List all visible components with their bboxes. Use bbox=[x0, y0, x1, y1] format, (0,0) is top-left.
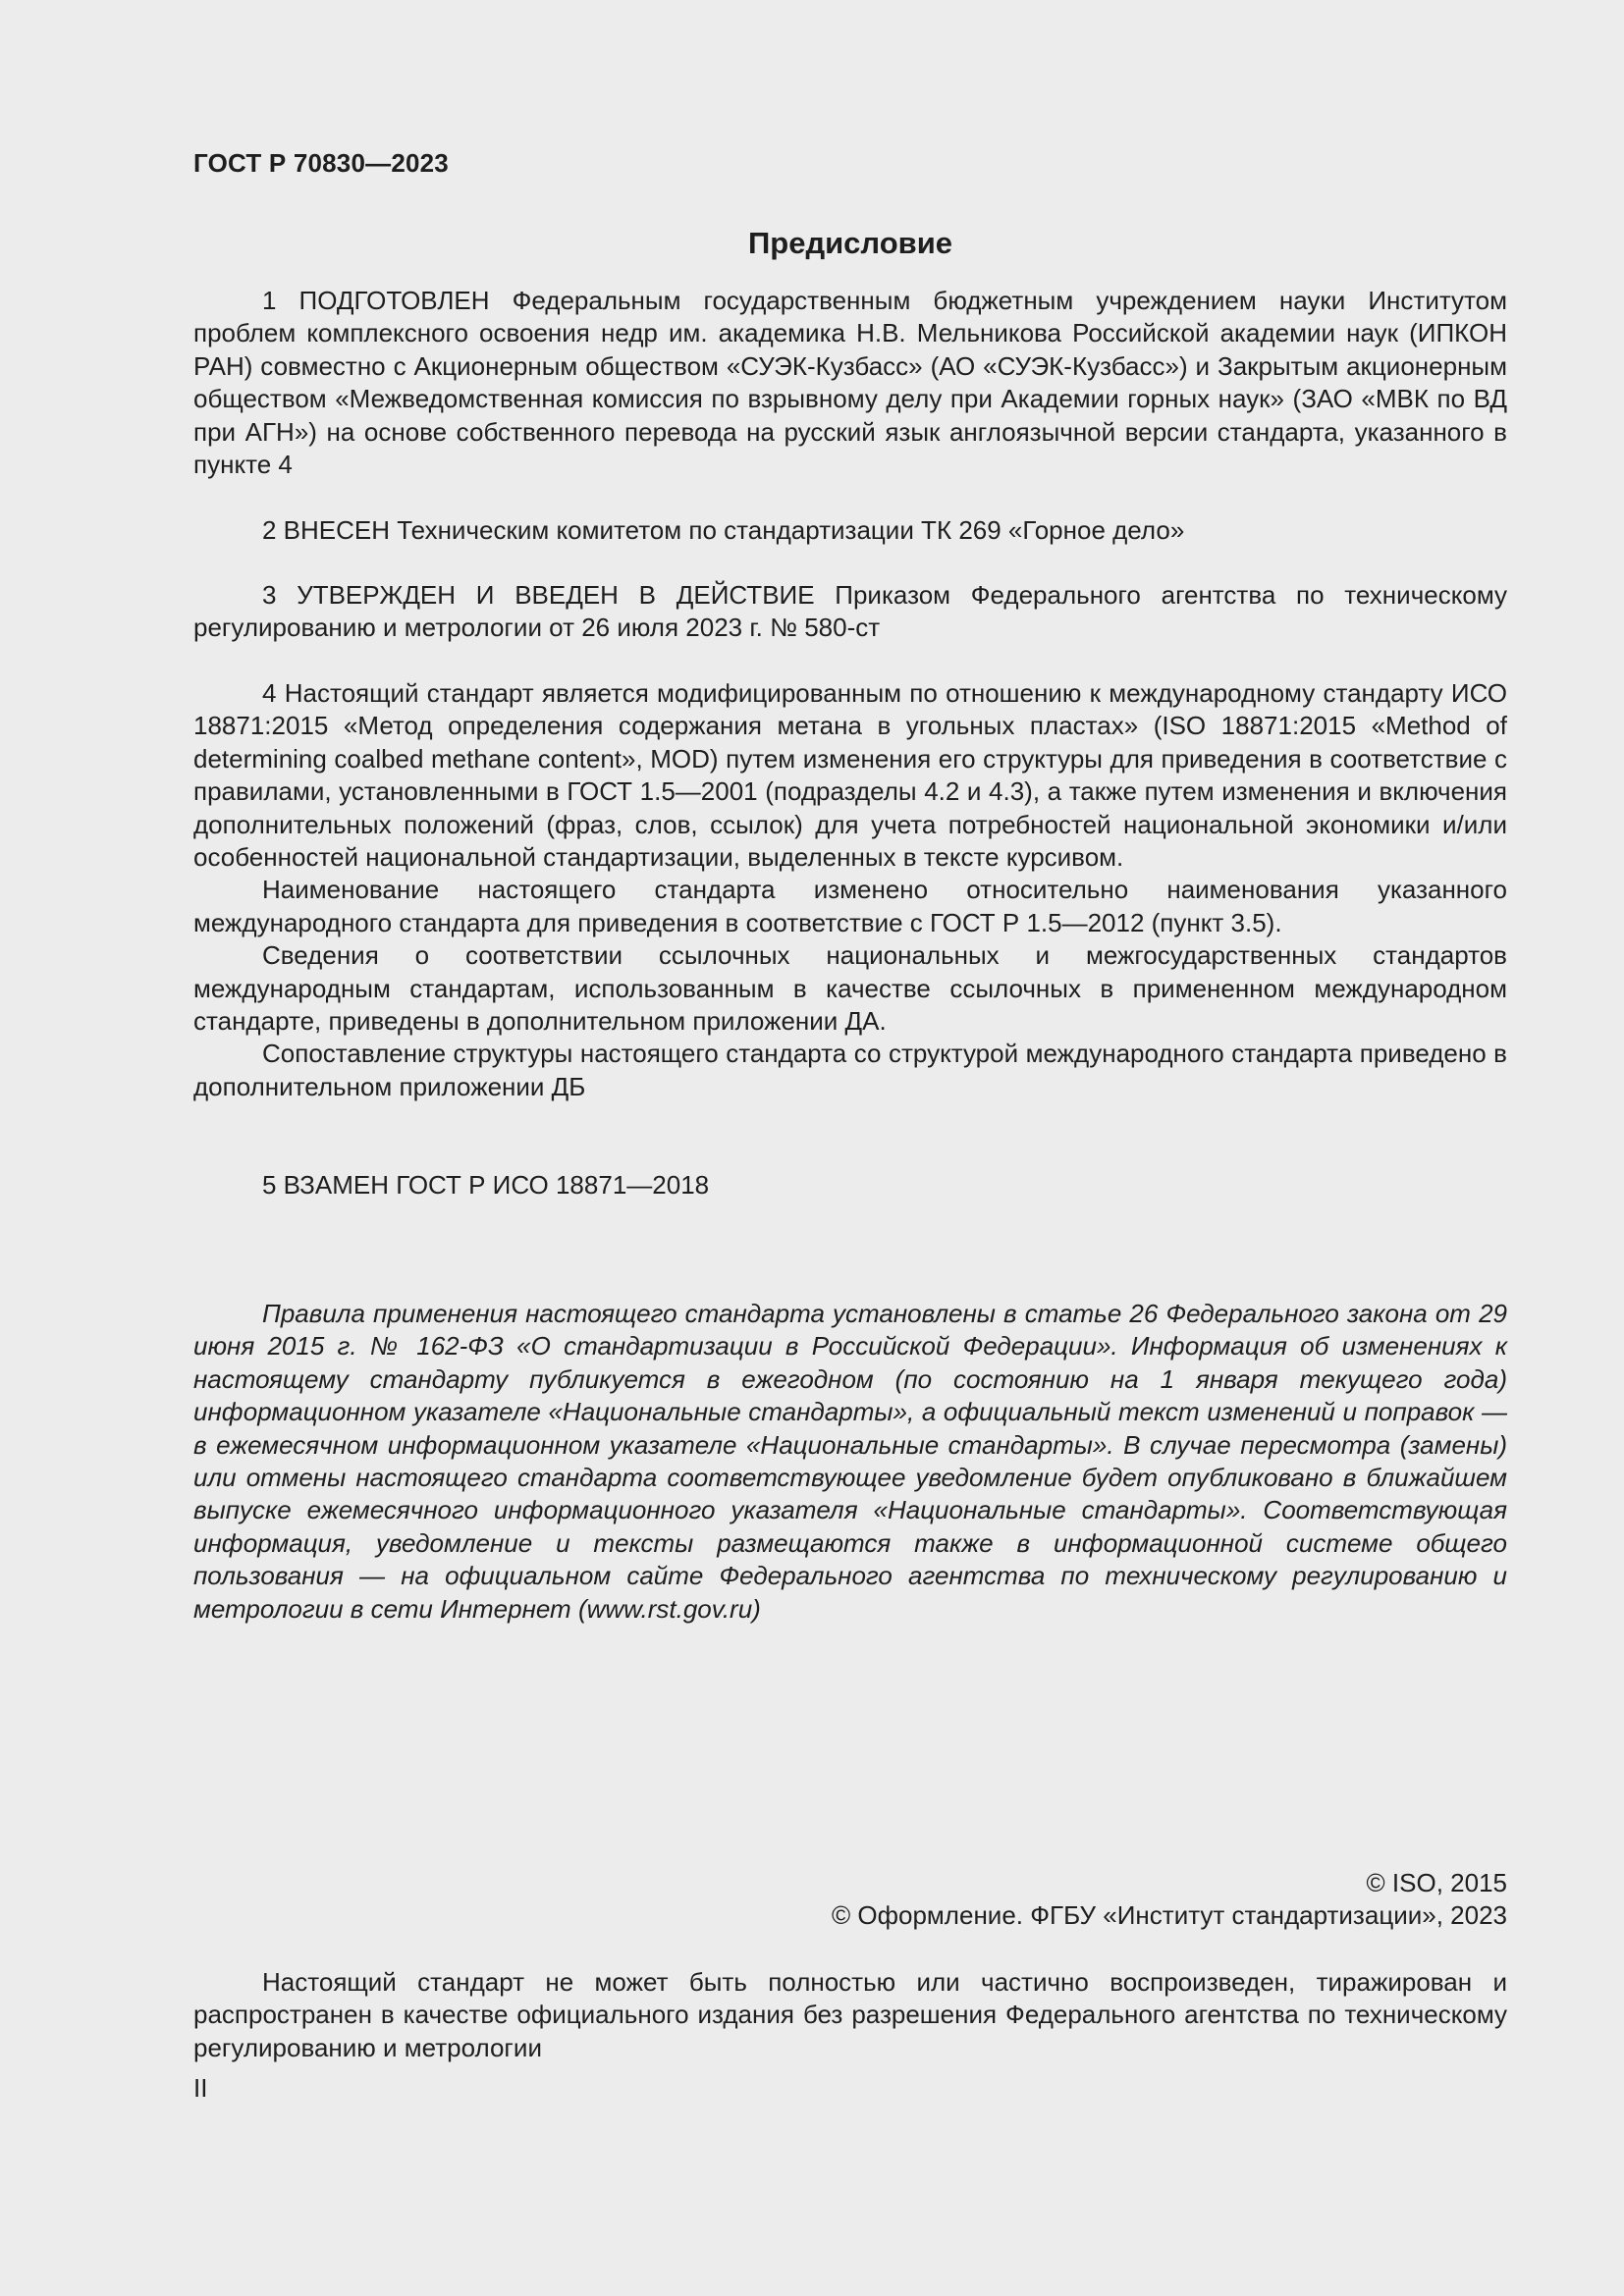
section-5-text: 5 ВЗАМЕН ГОСТ Р ИСО 18871—2018 bbox=[262, 1170, 710, 1200]
section-3-approved bbox=[193, 579, 1507, 645]
reproduction-notice-text: Настоящий стандарт не может быть полностью или частично воспроизведен, тиражирован и распространен в качестве официального издания без разрешения Федерального агентства по техническому регулированию и метрологии bbox=[193, 1967, 1507, 2062]
notice-text: Правила применения настоящего стандарта установлены в статье 26 Федерального закона от 29 июня 2015 г. № 162-ФЗ «О стандартизации в Российской Федерации». Информация об изменениях к настоящему стандарту публикуется в ежегодном (по состоянию на 1 января текущего года) информационном указателе «Национальные стандарты», а официальный текст изменений и поправок — в ежемесячном информационном указателе «Национальные стандарты». В случае пересмотра (замены) или отмены настоящего стандарта соответствующее уведомление будет опубликовано в ближайшем выпуске ежемесячного информационного указателя «Национальные стандарты». Соответствующая информация, уведомление и тексты размещаются также в информационной системе общего пользования — на официальном сайте Федерального агентства по техническому регулированию и метрологии в сети Интернет (www.rst.gov.ru) bbox=[193, 1299, 1507, 1624]
copyright-iso: © ISO, 2015 bbox=[1366, 1868, 1507, 1897]
copyright-design: © Оформление. ФГБУ «Институт стандартизации», 2023 bbox=[832, 1900, 1507, 1931]
page-title: Предисловие bbox=[747, 226, 952, 260]
reproduction-notice bbox=[193, 1966, 1507, 2064]
section-4-paragraph-2: Наименование настоящего стандарта изменено относительно наименования указанного международного стандарта для приведения в соответствие с ГОСТ Р 1.5—2012 (пункт 3.5). bbox=[193, 875, 1507, 937]
document-code-header: ГОСТ Р 70830—2023 bbox=[193, 148, 449, 178]
section-2-submitted bbox=[193, 514, 1507, 547]
section-4-paragraph-1: 4 Настоящий стандарт является модифицированным по отношению к международному стандарту ИСО 18871:2015 «Метод определения содержания метана в угольных пластах» (ISO 18871:2015 «Method of determining coalbed methane content», MOD) путем изменения его структуры для приведения в соответствие с правилами, установленными в ГОСТ 1.5—2001 (подразделы 4.2 и 4.3), а также путем изменения и включения дополнительных положений (фраз, слов, ссылок) для учета потребностей национальной экономики и/или особенностей национальной стандартизации, выделенных в тексте курсивом. bbox=[193, 678, 1507, 873]
section-1-prepared bbox=[193, 285, 1507, 481]
section-4-paragraph-4: Сопоставление структуры настоящего стандарта со структурой международного стандарта приведено в дополнительном приложении ДБ bbox=[193, 1039, 1507, 1101]
section-2-text: 2 ВНЕСЕН Техническим комитетом по стандартизации ТК 269 «Горное дело» bbox=[262, 515, 1185, 545]
section-1-text: 1 ПОДГОТОВЛЕН Федеральным государственным бюджетным учреждением науки Институтом проблем комплексного освоения недр им. академика Н.В. Мельникова Российской академии наук (ИПКОН РАН) совместно с Акционерным обществом «СУЭК-Кузбасс» (АО «СУЭК-Кузбасс») и Закрытым акционерным обществом «Межведомственная комиссия по взрывному делу при Академии горных наук» (ЗАО «МВК по ВД при АГН») на основе собственного перевода на русский язык англоязычной версии стандарта, указанного в пункте 4 bbox=[193, 286, 1507, 480]
section-4-paragraph-3: Сведения о соответствии ссылочных национальных и межгосударственных стандартов международным стандартам, использованным в качестве ссылочных в примененном международном стандарте, приведены в дополнительном приложении ДА. bbox=[193, 940, 1507, 1037]
section-5-replaces bbox=[193, 1169, 1507, 1201]
copyright-block bbox=[832, 1867, 1507, 1933]
page-number: II bbox=[193, 2073, 208, 2103]
section-4-modification bbox=[193, 677, 1507, 1103]
section-3-text: 3 УТВЕРЖДЕН И ВВЕДЕН В ДЕЙСТВИЕ Приказом Федерального агентства по техническому регулированию и метрологии от 26 июля 2023 г. № 580-ст bbox=[193, 580, 1507, 643]
application-rules-notice bbox=[193, 1298, 1507, 1626]
